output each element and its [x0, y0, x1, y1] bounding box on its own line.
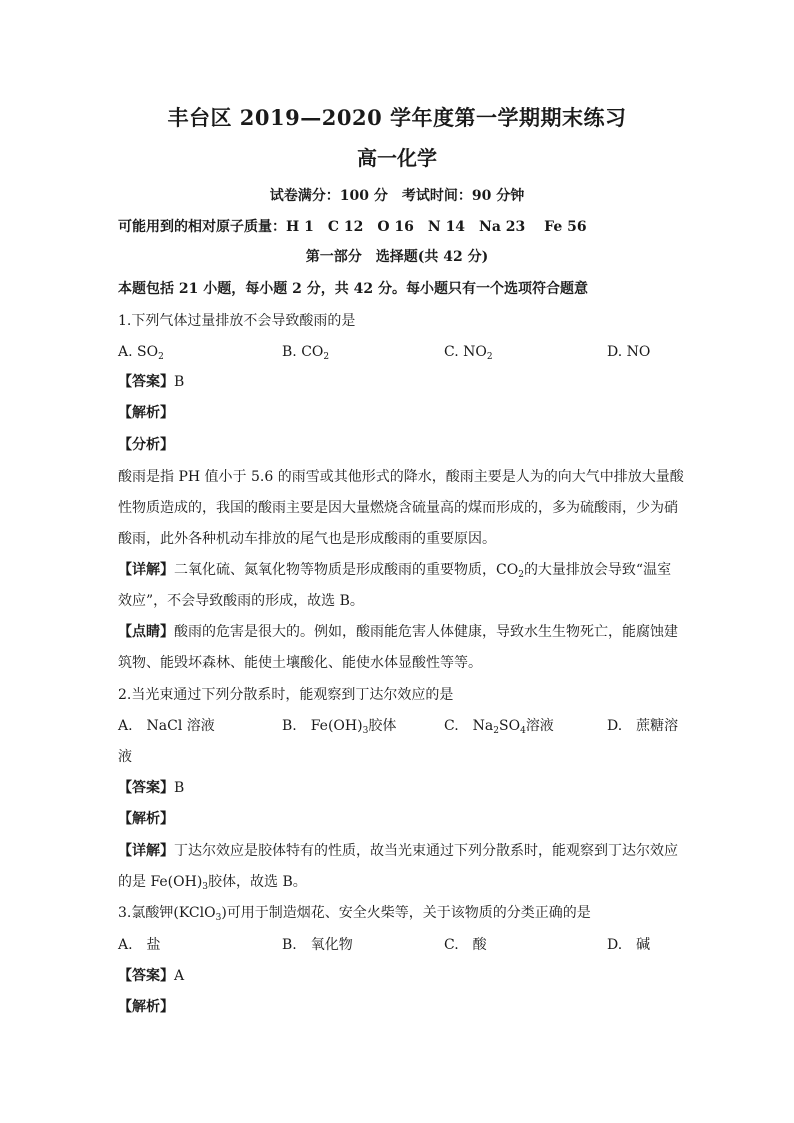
- q2-option-c: C. $Na_2SO_4$溶液: [444, 718, 554, 736]
- question-2-stem: 2.当光束通过下列分散系时，能观察到丁达尔效应的是: [118, 687, 454, 703]
- q1-fenxi-line-1: 酸雨是指 PH 值小于 5.6 的雨雪或其他形式的降水，酸雨主要是人为的向大气中排放大量酸: [118, 469, 684, 485]
- question-3-stem: 3.氯酸钾(KClO$_3$)可用于制造烟花、安全火柴等，关于该物质的分类正确的是: [118, 905, 591, 923]
- instruction: 本题包括 21 小题，每小题 2 分，共 42 分。每小题只有一个选项符合题意: [118, 281, 588, 297]
- q2-detail-line-1: 【详解】丁达尔效应是胶体特有的性质，故当光束通过下列分散系时，能观察到丁达尔效应: [118, 843, 678, 859]
- q1-option-b: B. $CO_2$: [282, 344, 330, 362]
- q2-option-d-wrap: 液: [118, 749, 132, 765]
- q1-point-line-2: 筑物、能毁坏森林、能使土壤酸化、能使水体显酸性等等。: [118, 655, 482, 671]
- q2-option-a: A. NaCl 溶液: [118, 718, 215, 734]
- q3-analysis-tag: 【解析】: [118, 999, 174, 1015]
- part-title: 第一部分 选择题(共 42 分): [305, 249, 489, 265]
- subject-title: 高一化学: [357, 146, 437, 170]
- q1-answer: 【答案】B: [118, 374, 185, 390]
- q3-option-a: A. 盐: [118, 937, 161, 953]
- q1-analysis-tag: 【解析】: [118, 405, 174, 421]
- question-1-stem: 1.下列气体过量排放不会导致酸雨的是: [118, 313, 356, 329]
- q3-option-b: B. 氧化物: [282, 937, 353, 953]
- q1-fenxi-line-2: 性物质造成的，我国的酸雨主要是因大量燃烧含硫量高的煤而形成的，多为硫酸雨，少为硝: [118, 500, 678, 516]
- q1-option-d: D. NO: [607, 344, 651, 360]
- q1-point-line-1: 【点睛】酸雨的危害是很大的。例如，酸雨能危害人体健康，导致水生生物死亡，能腐蚀建: [118, 624, 678, 640]
- q2-detail-line-2: 的是 $Fe(OH)_3$胶体，故选 B。: [118, 874, 307, 892]
- exam-title: 丰台区 2019—2020 学年度第一学期期末练习: [167, 105, 627, 130]
- atomic-masses: 可能用到的相对原子质量：H 1 C 12 O 16 N 14 Na 23 Fe 56: [118, 219, 587, 235]
- q1-option-c: C. $NO_2$: [444, 344, 493, 362]
- q3-option-d: D. 碱: [607, 937, 651, 953]
- q1-fenxi-line-3: 酸雨，此外各种机动车排放的尾气也是形成酸雨的重要原因。: [118, 531, 496, 547]
- q2-answer: 【答案】B: [118, 780, 185, 796]
- q1-fenxi-tag: 【分析】: [118, 437, 174, 453]
- q3-option-c: C. 酸: [444, 937, 487, 953]
- q3-answer: 【答案】A: [118, 968, 185, 984]
- q2-option-d: D. 蔗糖溶: [607, 718, 679, 734]
- q2-option-b: B. $Fe(OH)_3$胶体: [282, 718, 397, 736]
- exam-info: 试卷满分：100 分 考试时间：90 分钟: [269, 188, 525, 204]
- q1-option-a: A. $SO_2$: [118, 344, 164, 362]
- q1-detail-line-1: 【详解】二氧化硫、氮氧化物等物质是形成酸雨的重要物质，$CO_2$的大量排放会导致“温室: [118, 562, 672, 580]
- q1-detail-line-2: 效应”，不会导致酸雨的形成，故选 B。: [118, 593, 364, 609]
- q2-analysis-tag: 【解析】: [118, 811, 174, 827]
